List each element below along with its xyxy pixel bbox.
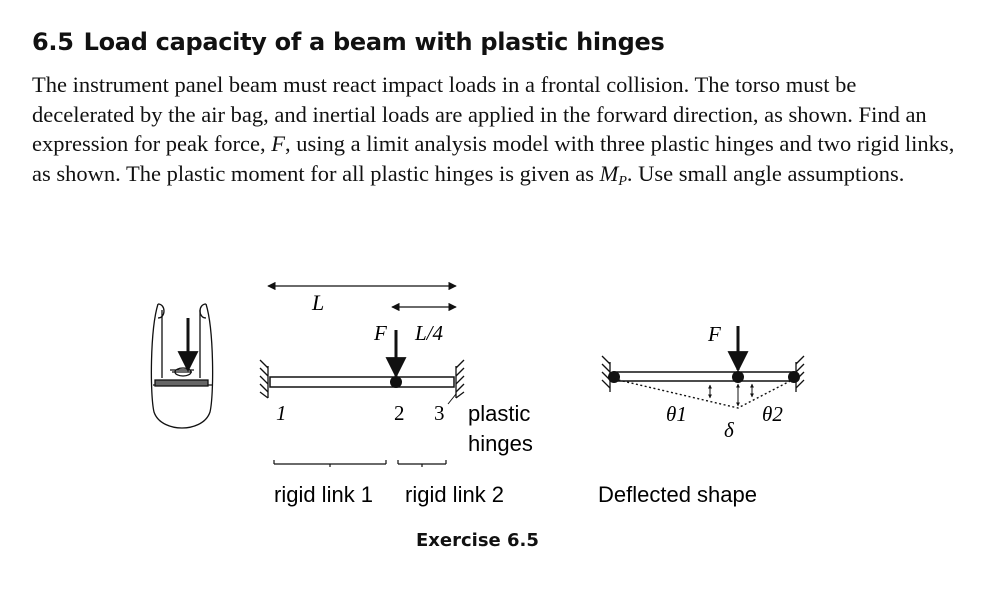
hinge-3-label: 3	[434, 401, 445, 425]
left-beam-diagram	[260, 286, 533, 507]
theta2-label: θ2	[762, 402, 783, 426]
deflected-shape-caption: Deflected shape	[598, 482, 757, 507]
force-label-left: F	[374, 321, 387, 345]
fixed-support-left-right-diagram	[602, 356, 610, 392]
plastic-hinges-line1: plastic	[468, 401, 531, 426]
paragraph-text-a: The instrument panel beam must react impact loads in a frontal collision. The torso must be decelerated by the air bag, and inertial loads are applied in the forward direction, as shown. Find an expression for peak force,	[32, 72, 927, 156]
section-title: Load capacity of a beam with plastic hinges	[83, 28, 665, 56]
car-occupant-icon	[151, 304, 212, 428]
plastic-hinges-line2: hinges	[468, 431, 533, 456]
hinge-2-label: 2	[394, 401, 405, 425]
hinge-dot-mid	[732, 371, 744, 383]
hinge-3-leader	[448, 394, 456, 404]
delta-label: δ	[724, 418, 734, 442]
quarter-label: L/4	[415, 321, 444, 345]
hinge-dot-left	[608, 371, 620, 383]
deflected-shape-diagram	[598, 322, 804, 507]
paragraph-text-b: , using a limit analysis model with three plastic hinges and two rigid links, as shown. The plastic moment for all plastic hinges is given as	[32, 131, 955, 186]
paragraph-text-c: . Use small angle assumptions.	[626, 160, 905, 186]
force-label-right: F	[708, 322, 721, 346]
beam	[270, 377, 454, 387]
fixed-support-right	[456, 360, 464, 398]
hinge-1-label: 1	[276, 401, 287, 425]
rigid-link-brackets	[274, 460, 446, 467]
figure-caption: Exercise 6.5	[416, 530, 539, 551]
section-number: 6.5	[32, 28, 74, 56]
rigid-link-1-label: rigid link 1	[274, 482, 374, 507]
moment-subscript: P	[618, 173, 627, 189]
rigid-link-2-label: rigid link 2	[405, 482, 505, 507]
fixed-support-left	[260, 360, 268, 398]
moment-variable: M	[599, 160, 619, 186]
theta1-label: θ1	[666, 402, 687, 426]
undeflected-beam	[614, 372, 794, 381]
hinge-2-dot	[390, 376, 402, 388]
span-label: L	[312, 290, 325, 315]
force-variable: F	[271, 131, 286, 156]
